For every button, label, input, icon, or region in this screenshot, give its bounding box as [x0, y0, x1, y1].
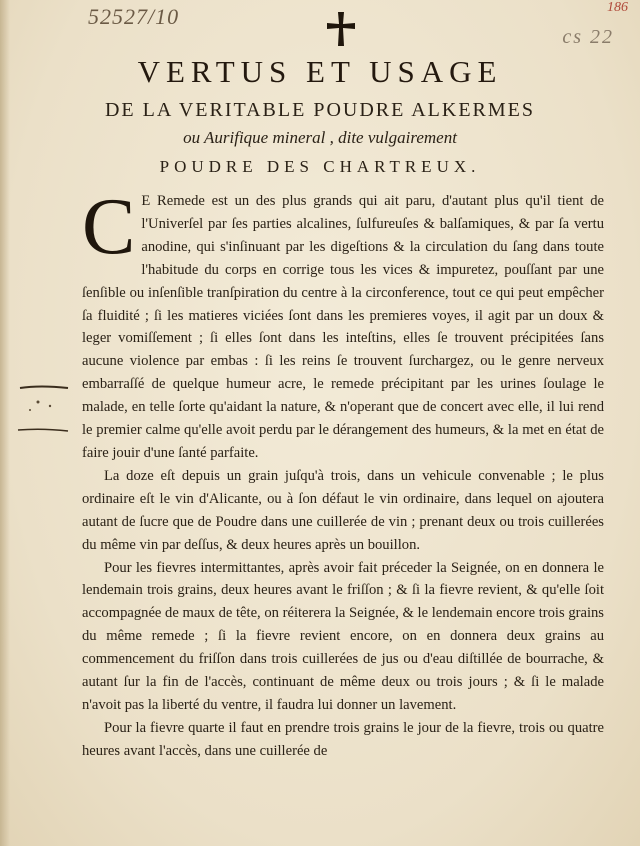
document-subtitle: DE LA VERITABLE POUDRE ALKERMES	[104, 99, 536, 121]
paragraph-1: E Remede est un des plus grands qui ait paru, d'autant plus qu'il tient de l'Univerſel par ſes parties alcalines, ſulfureuſes & balſamiques, & par ſa vertu anodine, qui s'inſinuant par les digeſtions & la circulation du ſang dans toute l'habitude du corps en corrige tous les vices & impuretez, pouſſant par une ſenſible ou inſenſible tranſpiration du centre à la circonference, tout ce qui peut empêcher ſa fluidité ; ſi les matieres viciées ſont dans les premieres voyes, il agit par un doux & leger vomiſſement ; ſi elles ſont dans les inteſtins, elles ſe trouvent précipitées ſans aucune violence par embas : ſi les reins ſe trouvent ſurchargez, ou le genre nerveux embarraſſé de quelque humeur acre, le remede précipitant par les urines ſoulage le malade, en telle ſorte qu'aidant la nature, & n'operant que de concert avec elle, il lui rend le premier calme qu'elle avoit perdu par le dérangement des humeurs, & la met en état de faire jouir d'une ſanté parfaite.	[82, 193, 604, 461]
page-number-annotation: 186	[607, 0, 628, 15]
paragraph-2: La doze eſt depuis un grain juſqu'à trois, dans un vehicule convenable ; le plus ordinaire eſt le vin d'Alicante, ou à ſon défaut le vin ordinaire, dans lequel on ajoutera autant de ſucre que de Poudre dans une cuillerée de vin ; prenant deux ou trois cuillerées du même vin par deſſus, & deux heures après un bouillon.	[82, 467, 604, 553]
paragraph-3: Pour les fievres intermittantes, après avoir fait préceder la Seignée, on en donnera le lendemain trois grains, deux heures avant le friſſon ; & ſi la fievre revient, & qu'elle ſoit accompagnée de maux de tête, on réiterera la Seignée, & le lendemain encore trois grains du même remede ; ſi la fievre revient encore, on en donnera deux grains au commencement du friſſon dans trois cuillerées de jus ou d'eau diſtillée de bourrache, & autant ſur la fin de l'accès, continuant de même deux ou trois jours ; & ſi le malade n'avoit pas la liberté du ventre, il faudra lui donner un lavement.	[82, 559, 604, 713]
document-body	[82, 183, 604, 763]
page-gutter-shadow	[0, 0, 10, 846]
catalog-stamp-annotation: cs 22	[562, 26, 614, 48]
document-title: VERTUS ET USAGE	[137, 54, 503, 89]
shelfmark-annotation: 52527/10	[88, 4, 180, 29]
document-subtitle-italic: ou Aurifique mineral , dite vulgairement	[183, 128, 457, 147]
margin-ink-marks	[16, 380, 76, 460]
cross-ornament-icon	[322, 10, 360, 48]
drop-cap: C	[82, 183, 136, 271]
document-subtitle-caps: POUDRE DES CHARTREUX.	[159, 157, 481, 176]
paragraph-4: Pour la fievre quarte il faut en prendre trois grains le jour de la fievre, trois ou quatre heures avant l'accès, dans une cuillerée de	[82, 719, 604, 759]
